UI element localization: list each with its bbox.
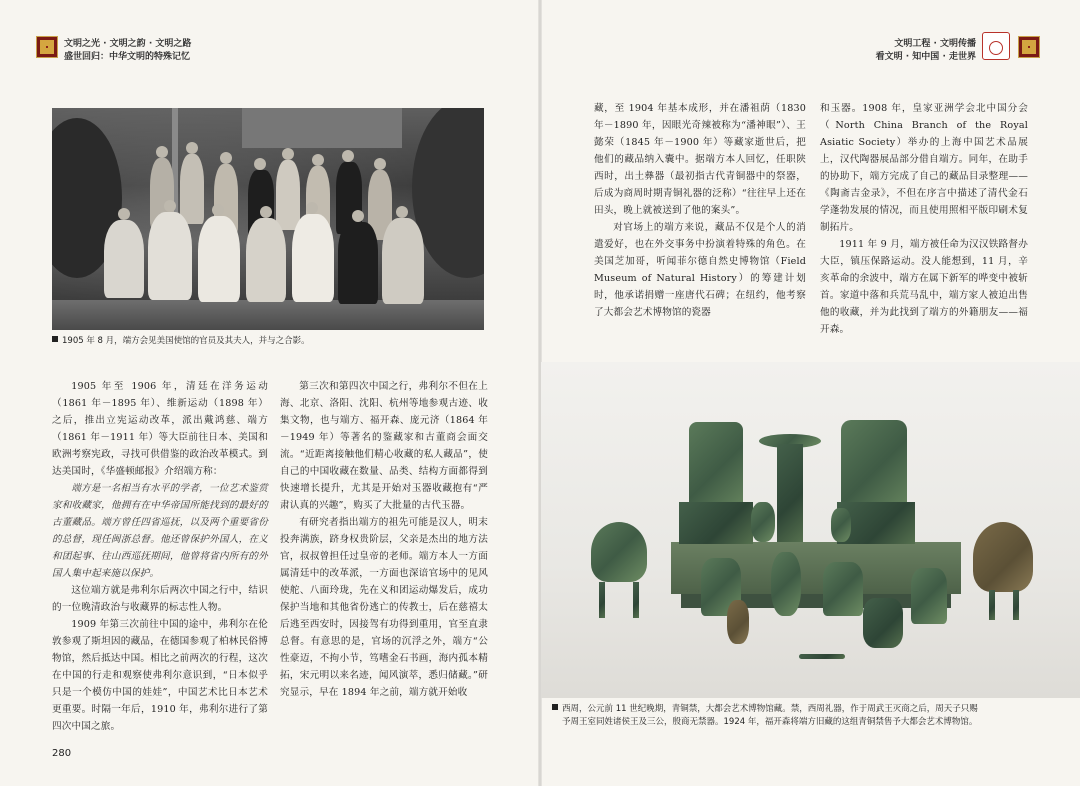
col4-paragraph-2: 1911 年 9 月，端方被任命为汉汉铁路督办大臣，镇压保路运动。没人能想到，11 月，辛亥革命的余波中，端方在属下新军的哗变中被斩首。家道中落和兵荒马乱中，端方家人被迫出售他的收藏，并为此找到了端方的外籍朋友——福开森。 [820,239,1028,335]
col1-paragraph-1: 1905 年至 1906 年，清廷在洋务运动（1861 年－1895 年）、维新运动（1898 年）之后，推出立宪运动改革，派出戴鸿慈、端方（1861 年－1911 年）等大臣前往日本、美国和欧洲考察宪政，寻找可供借鉴的政治改革模式。到达美国时，《华盛顿邮报》介绍端方称： [52,381,268,477]
right-header-line2: 看文明 · 知中国 · 走世界 [875,52,976,62]
col1-paragraph-3: 1909 年第三次前往中国的途中，弗利尔在伦敦参观了斯坦因的藏品，在德国参观了柏林民俗博物馆，然后抵达中国。相比之前两次的行程，这次在中国的行走和观察使弗利尔意识到，“日本似乎只是一个模仿中国的娃娃”，中国艺术比日本艺术更重要。时隔一年后，1910 年，弗利尔进行了第四次中国之旅。 [52,619,268,732]
left-header-line2: 盛世回归：中华文明的特殊记忆 [64,52,191,62]
col4-paragraph-1: 和玉器。1908 年，皇家亚洲学会北中国分会（North China Branch of the Royal Asiatic Society）举办的上海中国艺术品展上，汉代陶器展品部分借自端方。同年，在助手的协助下，端方完成了自己的藏品目录整理——《陶斋吉金录》，不但在序言中描述了清代金石学蓬勃发展的情况，而且使用照相平版印刷术复制拓片。 [820,103,1028,233]
photo-bronze-caption [552,703,1042,729]
right-header-line1: 文明工程 · 文明传播 [894,39,976,49]
text-column-3 [594,100,806,321]
text-column-2 [280,378,488,701]
col1-paragraph-2: 这位端方就是弗利尔后两次中国之行中，结识的一位晚清政治与收藏界的标志性人物。 [52,585,268,613]
right-header-text [876,38,976,64]
left-header-line1: 文明之光 · 文明之韵 · 文明之路 [64,39,192,49]
photo-bronze-caption-line1-text: 西周，公元前 11 世纪晚期，青铜禁，大都会艺术博物馆藏。禁，西周礼器，作于周武王灭商之后，周天子只赐 [562,704,978,714]
left-header-text [64,38,191,64]
photo-bronze-caption-line1 [552,703,1042,716]
col2-paragraph-2: 有研究者指出端方的祖先可能是汉人，明末投奔满族，跻身权贵阶层，父亲是杰出的地方法官，叔叔曾担任过皇帝的老师。端方本人一方面属清廷中的改革派，一方面也深谙官场中的见风使舵、八面玲珑，先在义和团运动爆发后，成功保护当地和其他省份逃亡的传教士，后在慈禧太后逃至西安时，因接驾有功得到重用，官至直隶总督。有意思的是，官场的沉浮之外，端方“公性豪迈，不拘小节，笃嗜金石书画，海内孤本精拓，宋元明以来名迹，闻风演萃，悉归储藏。”研究显示，早在 1894 年之前，端方就开始收 [280,517,488,698]
photo-bronze-caption-line2: 予周王室同姓诸侯王及三公，殷商无禁器。1924 年，福开森将端方旧藏的这组青铜禁售予大都会艺术博物馆。 [562,717,978,727]
col3-paragraph-1: 藏，至 1904 年基本成形，并在潘祖荫（1830 年－1890 年，因眼光奇辣被称为“潘神眼”）、王懿荣（1845 年－1900 年）等藏家逝世后，把他们的藏品纳入囊中。据端方本人回忆，任职陕西时，出土彝器（最初指古代青铜器中的祭器，后成为商周时期青铜礼器的泛称）“往往早上还在田头，晚上就被送到了他的案头”。 [594,103,806,216]
page-number: 280 [52,748,72,759]
photo-top-caption-text: 1905 年 8 月，端方会见美国使馆的官员及其夫人，并与之合影。 [62,336,310,346]
col2-paragraph-1: 第三次和第四次中国之行，弗利尔不但在上海、北京、洛阳、沈阳、杭州等地参观古迹、收集文物，也与端方、福开森、庞元济（1864 年－1949 年）等著名的鉴藏家和古董商会面交流。“近距离接触他们精心收藏的私人藏品”，使自己的中国收藏在数量、品类、结构方面都得到快速增长提升，尤其是开始对玉器收藏抱有“严肃认真的兴趣”，购买了大批量的古代玉器。 [280,381,488,511]
photo-top-caption [52,335,310,348]
seal-logo [982,32,1010,60]
historical-group-photo [52,108,484,330]
col3-paragraph-2: 对官场上的端方来说，藏品不仅是个人的消遣爱好，也在外交事务中扮演着特殊的角色。在美国芝加哥，听闻菲尔德自然史博物馆（Field Museum of Natural History）的筹建计划时，他承诺捐赠一座唐代石碑；在纽约，他考察了大都会艺术博物馆的瓷器 [594,222,806,318]
bronze-ritual-vessels-photo [541,362,1080,698]
text-column-4 [820,100,1028,338]
text-column-1 [52,378,268,735]
right-header-logo [1018,36,1040,58]
left-header-logo [36,36,58,58]
col1-quote: 端方是一名相当有水平的学者，一位艺术鉴赏家和收藏家，他拥有在中华帝国所能找到的最好的古董藏品。端方曾任四省巡抚，以及两个重要省份的总督，现任闽浙总督。他还曾保护外国人，在义和团起事、往山西巡抚期间，他曾将省内所有的外国人集中起来施以保护。 [52,483,268,579]
